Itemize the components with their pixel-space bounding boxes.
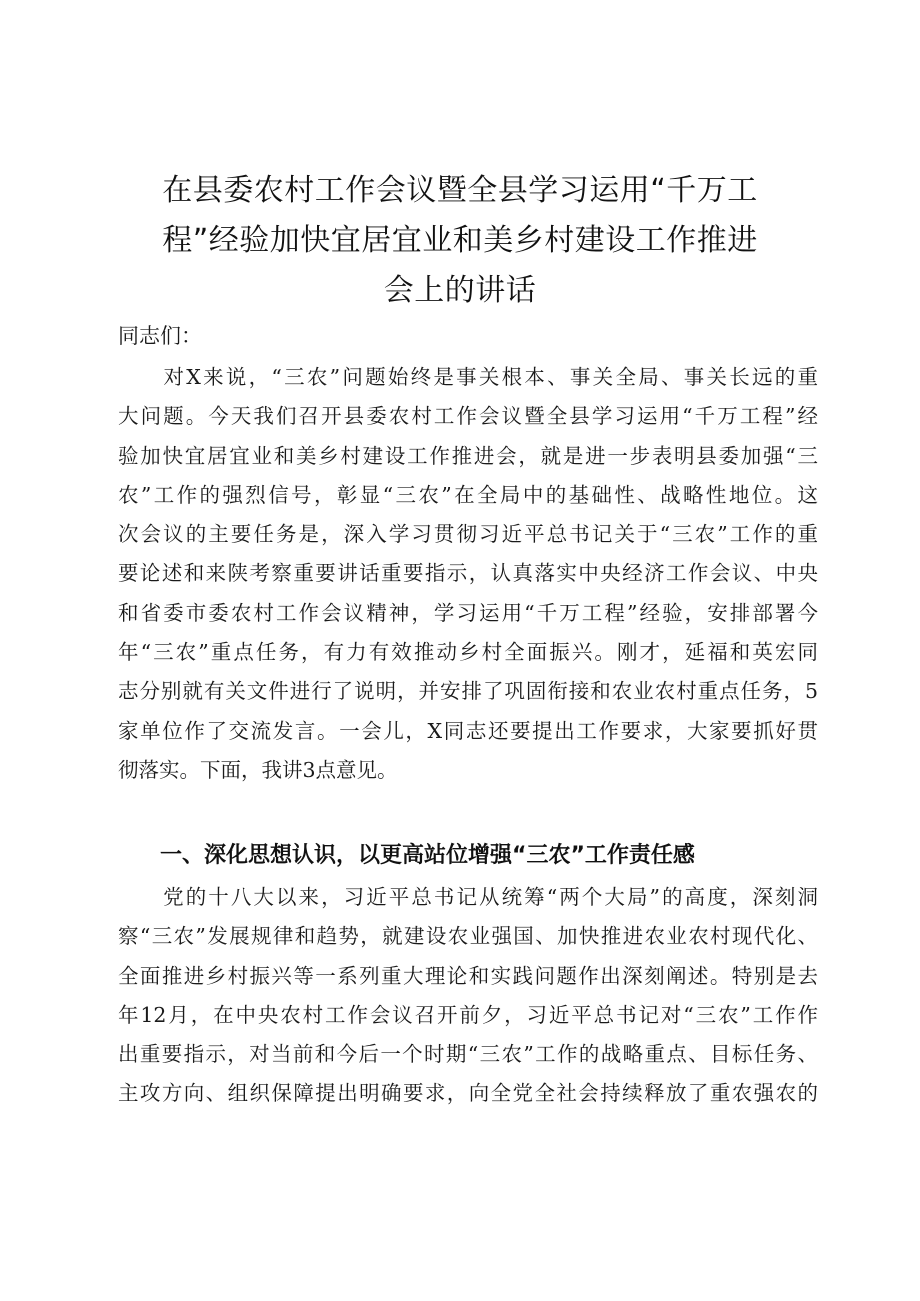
title-line: 会上的讲话	[383, 273, 537, 308]
paragraph-line: 对X来说，“三农”问题始终是事关根本、事关全局、事关长远的重	[118, 365, 818, 389]
title-line: 在县委农村工作会议暨全县学习运用“千万工	[162, 173, 758, 208]
paragraph-line: 家单位作了交流发言。一会儿，X同志还要提出工作要求，大家要抓好贯	[118, 718, 818, 743]
paragraph-line: 验加快宜居宜业和美乡村建设工作推进会，就是进一步表明县委加强“三	[118, 443, 818, 468]
opening-paragraph	[118, 358, 818, 790]
paragraph-line: 次会议的主要任务是，深入学习贯彻习近平总书记关于“三农”工作的重	[118, 522, 818, 547]
paragraph-line: 年“三农”重点任务，有力有效推动乡村全面振兴。刚才，延福和英宏同	[118, 640, 818, 665]
section-paragraph	[118, 878, 818, 1114]
paragraph-line: 志分别就有关文件进行了说明，并安排了巩固衔接和农业农村重点任务，5	[118, 679, 818, 704]
speech-title	[120, 166, 800, 316]
paragraph-line: 察“三农”发展规律和趋势，就建设农业强国、加快推进农业农村现代化、	[118, 924, 818, 949]
paragraph-line: 年12月，在中央农村工作会议召开前夕，习近平总书记对“三农”工作作	[118, 1002, 818, 1027]
salutation: 同志们：	[118, 324, 202, 348]
paragraph-line: 主攻方向、组织保障提出明确要求，向全党全社会持续释放了重农强农的	[118, 1081, 818, 1106]
paragraph-line: 和省委市委农村工作会议精神，学习运用“千万工程”经验，安排部署今	[118, 600, 818, 625]
paragraph-line: 彻落实。下面，我讲3点意见。	[118, 757, 398, 782]
section-heading: 一、深化思想认识，以更高站位增强“三农”工作责任感	[160, 843, 695, 868]
paragraph-line: 要论述和来陕考察重要讲话重要指示，认真落实中央经济工作会议、中央	[118, 561, 818, 586]
title-line: 程”经验加快宜居宜业和美乡村建设工作推进	[162, 223, 758, 258]
paragraph-line: 出重要指示，对当前和今后一个时期“三农”工作的战略重点、目标任务、	[118, 1042, 818, 1067]
paragraph-line: 党的十八大以来，习近平总书记从统筹“两个大局”的高度，深刻洞	[118, 885, 818, 909]
paragraph-line: 农”工作的强烈信号，彰显“三农”在全局中的基础性、战略性地位。这	[118, 482, 818, 507]
paragraph-line: 大问题。今天我们召开县委农村工作会议暨全县学习运用“千万工程”经	[118, 404, 818, 429]
paragraph-line: 全面推进乡村振兴等一系列重大理论和实践问题作出深刻阐述。特别是去	[118, 963, 818, 988]
